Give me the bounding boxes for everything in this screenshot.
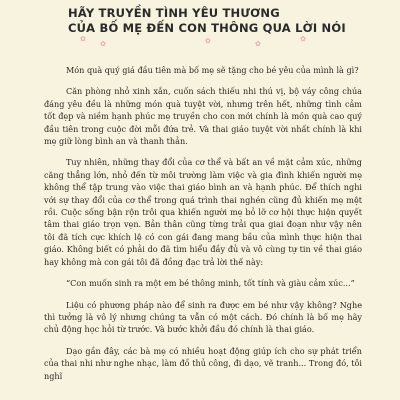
flower-icon: ✿ <box>100 40 106 48</box>
flower-icon: ✿ <box>80 35 86 43</box>
paragraph: Dạo gần đây, các bà mẹ có nhiều hoạt động giúp ích cho sự phát triển của thai nhi như nghe nhạc, làm đồ thủ công, đi dạo, vẽ tranh... Trong đó, tôi nghĩ <box>44 345 362 381</box>
flower-icon: ✿ <box>300 35 306 43</box>
body-text <box>44 64 362 391</box>
quote-paragraph: “Con muốn sinh ra một em bé thông minh, tốt tính và giàu cảm xúc...” <box>66 278 355 289</box>
paragraph: Liệu có phương pháp nào để sinh ra được em bé như vậy không? Nghe thì tưởng là vô lý nhưng chúng ta vẫn có một cách. Đó chính là bố mẹ hãy chủ động học hỏi từ trước. Và bước khởi đầu đó chính là thai giáo. <box>44 299 362 335</box>
chapter-title <box>68 6 368 36</box>
paragraph: Căn phòng nhỏ xinh xắn, cuốn sách thiếu nhi thú vị, bộ váy công chúa đáng yêu đều là những món quà tuyệt vời, nhưng trên hết, những tình cảm tốt đẹp và niềm hạnh phúc mẹ truyền cho con mới chính là món quà cao quý đầu tiên trong cuộc đời mỗi đứa trẻ. Và thai giáo tuyệt vời nhất chính là khi mẹ giữ lòng bình an và thanh thản. <box>44 86 362 147</box>
flower-icon: ✿ <box>255 40 261 48</box>
paragraph: Món quà quý giá đầu tiên mà bố mẹ sẽ tặng cho bé yêu của mình là gì? <box>66 65 359 75</box>
flower-icon: ✿ <box>205 37 211 45</box>
title-line-1: HÃY TRUYỀN TÌNH YÊU THƯƠNG <box>68 6 280 20</box>
title-line-2: CỦA BỐ MẸ ĐẾN CON THÔNG QUA LỜI NÓI <box>68 21 346 35</box>
paragraph: Tuy nhiên, những thay đổi của cơ thể và bất an về mặt cảm xúc, những căng thẳng lớn, nhỏ đến từ môi trường làm việc và gia đình khiến người mẹ không thể tập trung vào việc thai giáo bình an và hạnh phúc. Để thích nghi với sự thay đổi của cơ thể trong quá trình thai nghén cũng đủ khiến mẹ mệt rồi. Cuộc sống bận rộn trôi qua khiến người mẹ bỏ lỡ cơ hội thực hiện quyết tâm thai giáo trọn vẹn. Bản thân cũng từng trải qua giai đoạn như vậy nên tôi đã tích cực khích lệ có con gái đang mang bầu của mình thực hiện thai giáo. Không biết có phải do đã tìm hiểu đầy đủ và vô cùng tự tin về thai giáo hay không mà con gái tôi đã đồng đạc trả lời thế này: <box>44 157 362 267</box>
